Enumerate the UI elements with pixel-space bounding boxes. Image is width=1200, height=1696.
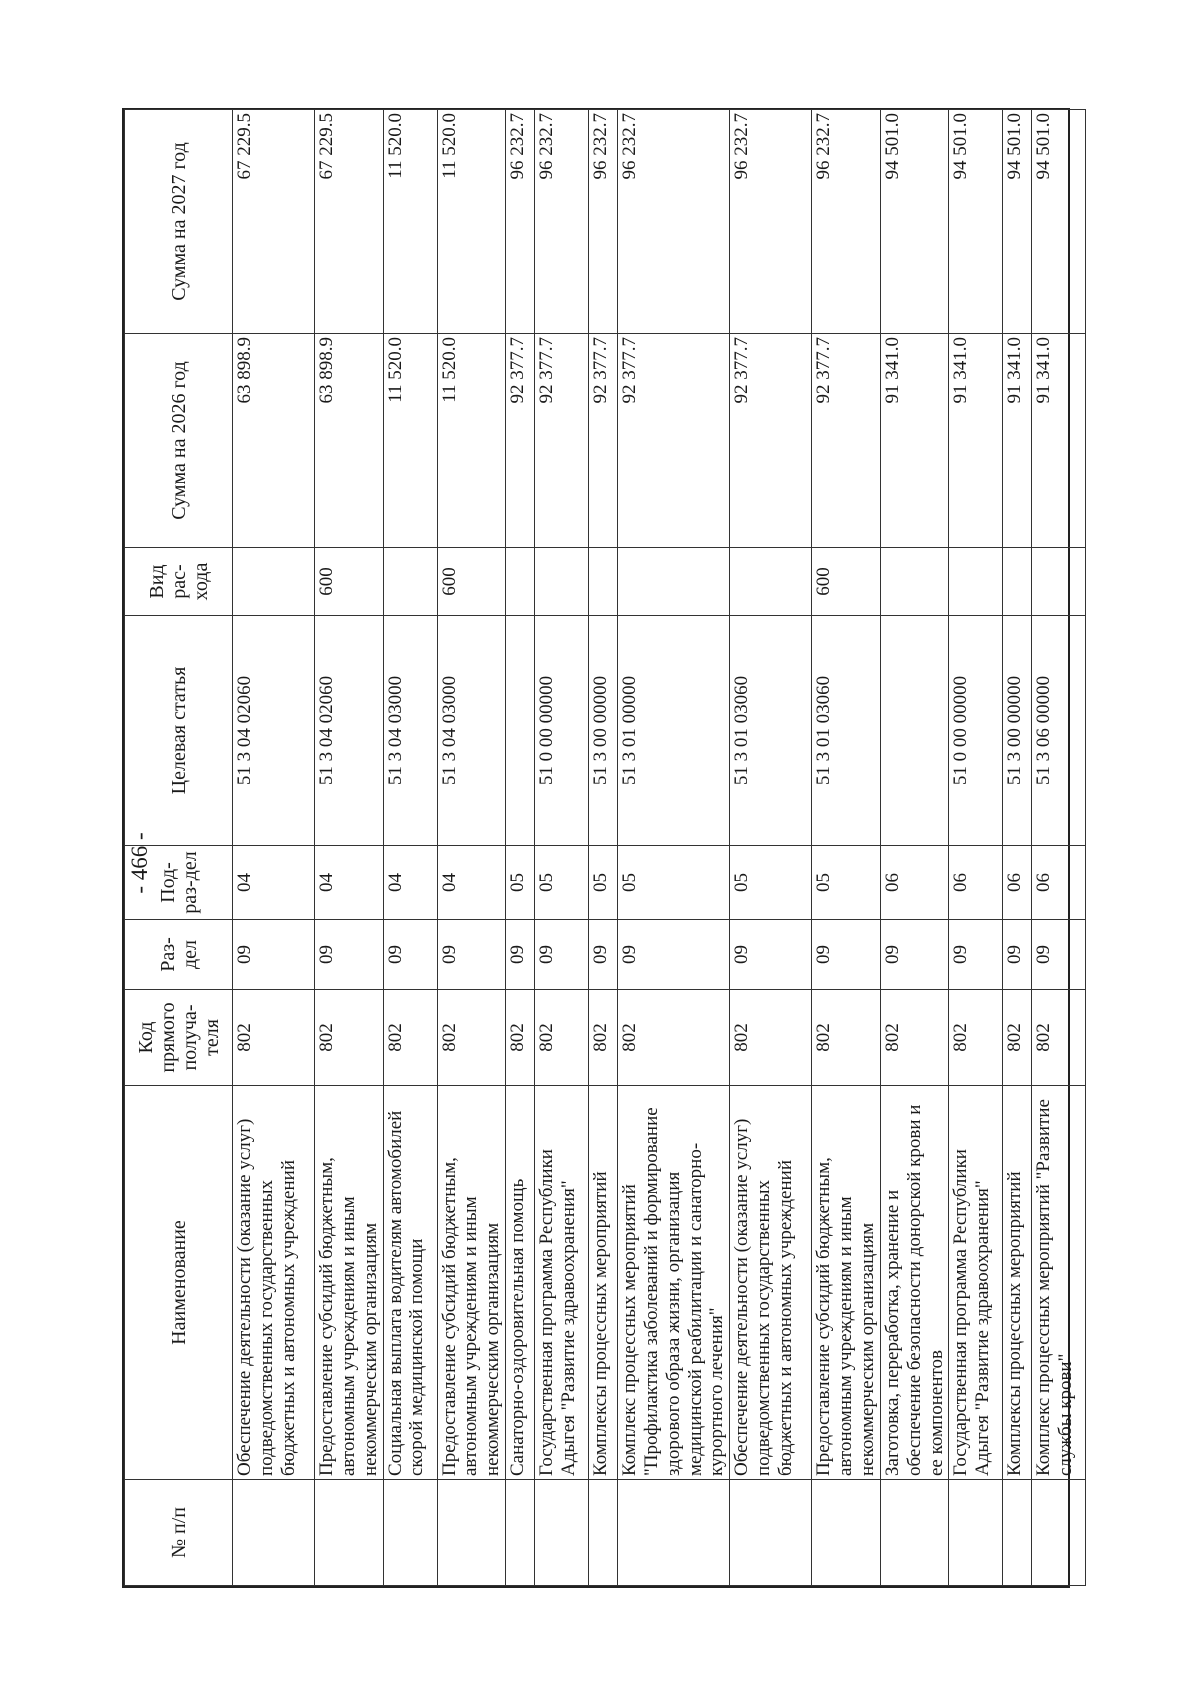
row-subsection: 06 [1032, 846, 1086, 920]
row-sum-2027: 67 229.5 [315, 110, 384, 334]
row-sum-2027: 96 232.7 [730, 110, 812, 334]
row-num [589, 1480, 618, 1586]
table-row [589, 110, 618, 1586]
row-recipient: 802 [506, 990, 535, 1086]
table-row [535, 110, 589, 1586]
row-recipient: 802 [383, 990, 437, 1086]
row-section: 09 [589, 920, 618, 990]
row-section: 09 [437, 920, 506, 990]
row-expense-type [949, 548, 1003, 616]
budget-table-frame [122, 108, 1077, 1588]
row-name: Обеспечение деятельности (оказание услуг) подведомственных государственных бюджетных и автономных учреждений [233, 1086, 315, 1480]
row-name: Предоставление субсидий бюджетным, автономным учреждениям и иным некоммерческим организациям [437, 1086, 506, 1480]
table-row [812, 110, 881, 1586]
row-num [506, 1480, 535, 1586]
row-sum-2027: 94 501.0 [1003, 110, 1032, 334]
header-section: Раз-дел [125, 920, 233, 990]
row-subsection: 05 [730, 846, 812, 920]
row-sum-2026: 92 377.7 [589, 334, 618, 548]
row-target [880, 616, 949, 846]
row-name: Предоставление субсидий бюджетным, автономным учреждениям и иным некоммерческим организациям [315, 1086, 384, 1480]
row-section: 09 [618, 920, 730, 990]
row-section: 09 [1003, 920, 1032, 990]
row-subsection: 04 [383, 846, 437, 920]
row-num [383, 1480, 437, 1586]
row-section: 09 [949, 920, 1003, 990]
row-recipient: 802 [1003, 990, 1032, 1086]
row-target: 51 3 04 02060 [233, 616, 315, 846]
row-recipient: 802 [535, 990, 589, 1086]
row-sum-2027: 96 232.7 [535, 110, 589, 334]
row-sum-2026: 91 341.0 [880, 334, 949, 548]
row-recipient: 802 [1032, 990, 1086, 1086]
row-expense-type [506, 548, 535, 616]
row-expense-type [1032, 548, 1086, 616]
row-sum-2026: 92 377.7 [535, 334, 589, 548]
row-name: Санаторно-оздоровительная помощь [506, 1086, 535, 1480]
row-num [315, 1480, 384, 1586]
row-sum-2027: 96 232.7 [589, 110, 618, 334]
row-section: 09 [812, 920, 881, 990]
row-recipient: 802 [730, 990, 812, 1086]
row-target: 51 0 00 00000 [949, 616, 1003, 846]
page-number: - 466 - [127, 832, 152, 894]
row-target: 51 3 01 03060 [730, 616, 812, 846]
table-body [233, 110, 1086, 1586]
row-subsection: 05 [618, 846, 730, 920]
header-subsection: Под-раз-дел [125, 846, 233, 920]
row-num [1003, 1480, 1032, 1586]
row-recipient: 802 [589, 990, 618, 1086]
row-expense-type [1003, 548, 1032, 616]
row-section: 09 [1032, 920, 1086, 990]
table-row [233, 110, 315, 1586]
row-name: Комплексы процессных мероприятий [1003, 1086, 1032, 1480]
row-name: Комплекс процессных мероприятий "Профилактика заболеваний и формирование здорового образа жизни, организация медицинской реабилитации и санаторно-курортного лечения" [618, 1086, 730, 1480]
row-subsection: 04 [437, 846, 506, 920]
table-row [1032, 110, 1086, 1586]
table-row [618, 110, 730, 1586]
row-subsection: 05 [812, 846, 881, 920]
header-row [125, 110, 233, 1586]
row-num [949, 1480, 1003, 1586]
row-recipient: 802 [233, 990, 315, 1086]
table-row [730, 110, 812, 1586]
header-sum-2027: Сумма на 2027 год [125, 110, 233, 334]
table-row [1003, 110, 1032, 1586]
row-sum-2026: 63 898.9 [233, 334, 315, 548]
row-subsection: 05 [589, 846, 618, 920]
row-subsection: 06 [949, 846, 1003, 920]
row-target: 51 3 00 00000 [589, 616, 618, 846]
row-sum-2027: 94 501.0 [1032, 110, 1086, 334]
row-recipient: 802 [812, 990, 881, 1086]
row-sum-2026: 91 341.0 [1003, 334, 1032, 548]
row-num [233, 1480, 315, 1586]
table-row [506, 110, 535, 1586]
row-num [437, 1480, 506, 1586]
header-sum-2026: Сумма на 2026 год [125, 334, 233, 548]
row-target: 51 3 04 03000 [383, 616, 437, 846]
row-target: 51 3 04 02060 [315, 616, 384, 846]
row-target: 51 3 06 00000 [1032, 616, 1086, 846]
row-sum-2026: 91 341.0 [1032, 334, 1086, 548]
table-row [437, 110, 506, 1586]
row-sum-2026: 92 377.7 [618, 334, 730, 548]
row-sum-2026: 92 377.7 [730, 334, 812, 548]
row-expense-type: 600 [437, 548, 506, 616]
table-row [315, 110, 384, 1586]
row-expense-type [383, 548, 437, 616]
row-num [880, 1480, 949, 1586]
row-num [1032, 1480, 1086, 1586]
row-expense-type [535, 548, 589, 616]
row-subsection: 04 [233, 846, 315, 920]
row-sum-2027: 94 501.0 [880, 110, 949, 334]
row-target [506, 616, 535, 846]
row-expense-type [618, 548, 730, 616]
row-target: 51 3 04 03000 [437, 616, 506, 846]
row-recipient: 802 [618, 990, 730, 1086]
budget-table [124, 109, 1086, 1586]
row-sum-2026: 92 377.7 [812, 334, 881, 548]
row-name: Государственная программа Республики Адыгея "Развитие здравоохранения" [535, 1086, 589, 1480]
row-sum-2026: 63 898.9 [315, 334, 384, 548]
row-expense-type [730, 548, 812, 616]
row-expense-type: 600 [315, 548, 384, 616]
row-section: 09 [730, 920, 812, 990]
row-name: Комплексы процессных мероприятий [589, 1086, 618, 1480]
row-sum-2026: 11 520.0 [383, 334, 437, 548]
row-subsection: 05 [535, 846, 589, 920]
row-sum-2027: 96 232.7 [506, 110, 535, 334]
row-section: 09 [383, 920, 437, 990]
row-section: 09 [880, 920, 949, 990]
row-section: 09 [506, 920, 535, 990]
row-name: Социальная выплата водителям автомобилей скорой медицинской помощи [383, 1086, 437, 1480]
row-num [618, 1480, 730, 1586]
row-target: 51 0 00 00000 [535, 616, 589, 846]
row-subsection: 04 [315, 846, 384, 920]
row-expense-type [233, 548, 315, 616]
header-target: Целевая статья [125, 616, 233, 846]
row-expense-type: 600 [812, 548, 881, 616]
row-sum-2027: 94 501.0 [949, 110, 1003, 334]
row-target: 51 3 01 00000 [618, 616, 730, 846]
row-sum-2027: 11 520.0 [383, 110, 437, 334]
table-row [949, 110, 1003, 1586]
header-expense-type: Вид рас-хода [125, 548, 233, 616]
table-row [383, 110, 437, 1586]
row-recipient: 802 [437, 990, 506, 1086]
row-name: Государственная программа Республики Адыгея "Развитие здравоохранения" [949, 1086, 1003, 1480]
row-recipient: 802 [949, 990, 1003, 1086]
row-sum-2027: 11 520.0 [437, 110, 506, 334]
row-num [730, 1480, 812, 1586]
row-target: 51 3 00 00000 [1003, 616, 1032, 846]
row-expense-type [589, 548, 618, 616]
row-num [812, 1480, 881, 1586]
row-sum-2026: 11 520.0 [437, 334, 506, 548]
row-target: 51 3 01 03060 [812, 616, 881, 846]
row-section: 09 [535, 920, 589, 990]
row-sum-2027: 96 232.7 [618, 110, 730, 334]
row-name: Комплекс процессных мероприятий "Развитие службы крови" [1032, 1086, 1086, 1480]
table-row [880, 110, 949, 1586]
row-name: Заготовка, переработка, хранение и обеспечение безопасности донорской крови и ее компонентов [880, 1086, 949, 1480]
row-subsection: 05 [506, 846, 535, 920]
row-recipient: 802 [315, 990, 384, 1086]
row-sum-2027: 96 232.7 [812, 110, 881, 334]
row-sum-2026: 91 341.0 [949, 334, 1003, 548]
row-sum-2027: 67 229.5 [233, 110, 315, 334]
row-section: 09 [315, 920, 384, 990]
row-subsection: 06 [880, 846, 949, 920]
header-num: № п/п [125, 1480, 233, 1586]
row-expense-type [880, 548, 949, 616]
row-sum-2026: 92 377.7 [506, 334, 535, 548]
row-name: Предоставление субсидий бюджетным, автономным учреждениям и иным некоммерческим организациям [812, 1086, 881, 1480]
header-recipient: Код прямого получа-теля [125, 990, 233, 1086]
row-recipient: 802 [880, 990, 949, 1086]
row-name: Обеспечение деятельности (оказание услуг) подведомственных государственных бюджетных и автономных учреждений [730, 1086, 812, 1480]
header-name: Наименование [125, 1086, 233, 1480]
row-subsection: 06 [1003, 846, 1032, 920]
row-section: 09 [233, 920, 315, 990]
row-num [535, 1480, 589, 1586]
